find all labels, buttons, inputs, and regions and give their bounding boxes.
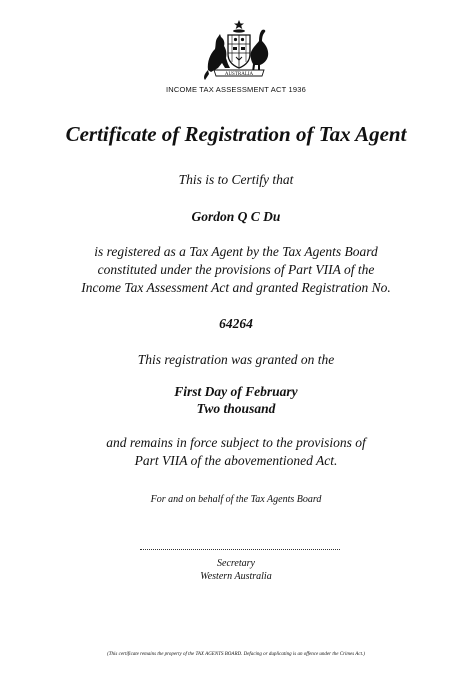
registration-number: 64264 (219, 316, 253, 331)
grant-date (0, 383, 472, 417)
grant-date-line: First Day of February (174, 384, 298, 399)
certify-line: This is to Certify that (178, 172, 294, 187)
force-line: and remains in force subject to the provisions of (106, 435, 366, 450)
statement-line: constituted under the provisions of Part VIIA of the (97, 262, 375, 277)
force-line: Part VIIA of the abovementioned Act. (134, 453, 338, 468)
registration-statement (0, 243, 472, 297)
coat-of-arms-icon (202, 18, 276, 82)
svg-text:AUSTRALIA: AUSTRALIA (224, 71, 254, 77)
footer-note: (This certificate remains the property of the TAX AGENTS BOARD. Defacing or duplicating is an offence under the Crimes Act.) (107, 652, 365, 657)
signatory-state: Western Australia (200, 571, 272, 582)
force-statement (0, 434, 472, 470)
signature-line (140, 549, 340, 550)
signatory-block (0, 557, 472, 583)
behalf-line: For and on behalf of the Tax Agents Board (150, 494, 322, 505)
statement-line: Income Tax Assessment Act and granted Registration No. (81, 280, 391, 295)
certificate-title: Certificate of Registration of Tax Agent (65, 122, 407, 146)
holder-name: Gordon Q C Du (191, 209, 281, 224)
granted-line: This registration was granted on the (137, 352, 335, 367)
grant-date-line: Two thousand (196, 401, 276, 416)
statement-line: is registered as a Tax Agent by the Tax Agents Board (94, 244, 378, 259)
act-line: INCOME TAX ASSESSMENT ACT 1936 (165, 85, 307, 94)
signatory-title: Secretary (217, 558, 255, 569)
